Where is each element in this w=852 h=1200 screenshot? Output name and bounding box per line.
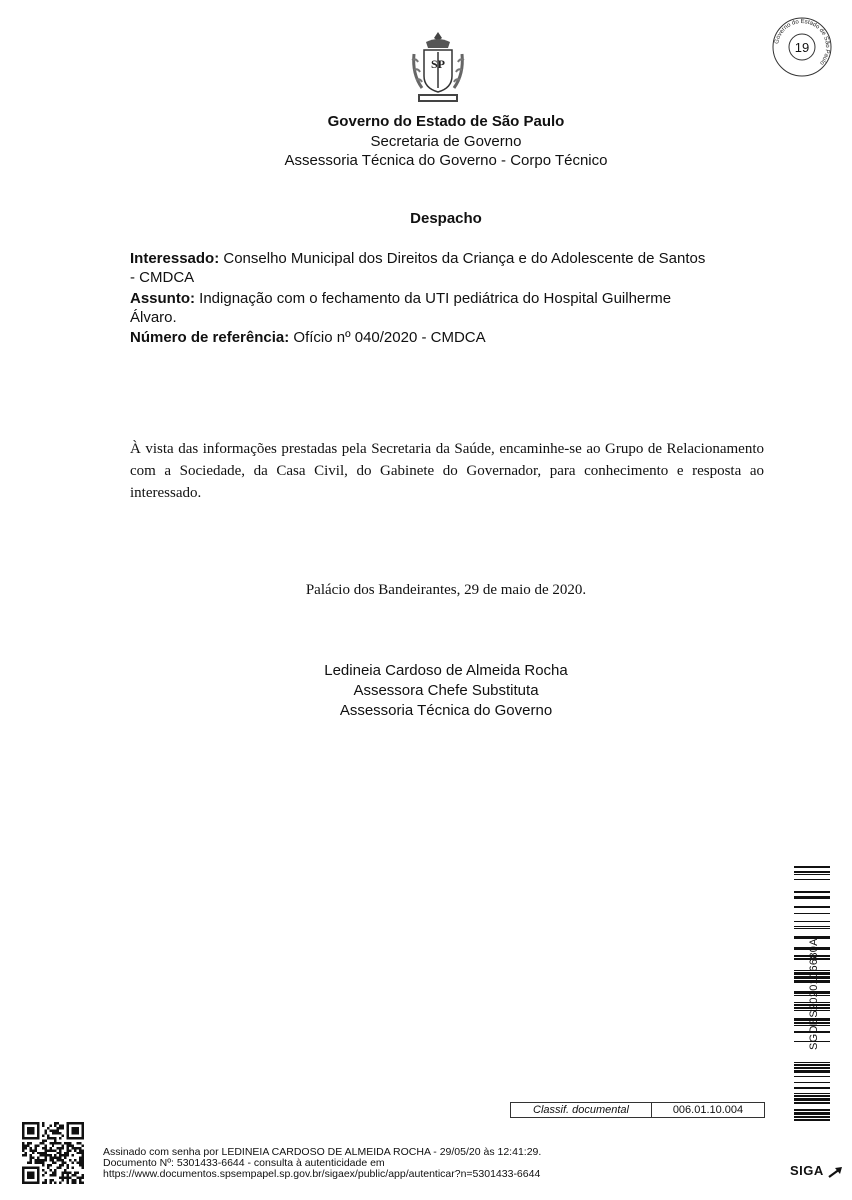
referencia-line <box>130 328 770 347</box>
coat-of-arms-logo <box>408 30 468 108</box>
siga-arrow-icon <box>828 1166 844 1178</box>
classification-label: Classif. documental <box>511 1103 652 1118</box>
assunto-line2: Álvaro. <box>130 309 177 326</box>
signatory-role: Assessora Chefe Substituta <box>353 682 539 699</box>
signatory-name: Ledineia Cardoso de Almeida Rocha <box>324 662 568 679</box>
svg-text:SP: SP <box>430 57 446 71</box>
footer-signed-by: Assinado com senha por LEDINEIA CARDOSO DE ALMEIDA ROCHA - 29/05/20 às 12:41:29. <box>103 1146 542 1158</box>
assunto-label: Assunto: <box>130 290 195 307</box>
footer-verification-url[interactable]: https://www.documentos.spsempapel.sp.gov.br/sigaex/public/app/autenticar?n=5301433-6644 <box>103 1168 541 1180</box>
assunto-value: Indignação com o fechamento da UTI pediátrica do Hospital Guilherme <box>195 290 672 307</box>
referencia-value: Ofício nº 040/2020 - CMDCA <box>289 329 486 346</box>
interessado-label: Interessado: <box>130 250 220 267</box>
classification-table <box>510 1102 765 1118</box>
interessado-value: Conselho Municipal dos Direitos da Criança e do Adolescente de Santos <box>219 250 706 267</box>
assunto-line <box>130 289 770 308</box>
document-title: Despacho <box>410 210 482 227</box>
barcode-text: SGDES2020106680A <box>808 938 820 1050</box>
interessado-line2: - CMDCA <box>130 269 195 286</box>
header-government: Governo do Estado de São Paulo <box>327 113 565 130</box>
classification-value: 006.01.10.004 <box>652 1103 765 1118</box>
page-number-stamp <box>771 16 833 78</box>
siga-logo: SIGA <box>790 1163 824 1178</box>
header-secretariat: Secretaria de Governo <box>370 133 522 150</box>
place-date: Palácio dos Bandeirantes, 29 de maio de 2020. <box>305 582 587 598</box>
page-number: 19 <box>794 40 810 55</box>
signatory-unit: Assessoria Técnica do Governo <box>339 702 553 719</box>
footer-document-number: Documento Nº: 5301433-6644 - consulta à autenticidade em <box>103 1157 385 1169</box>
referencia-label: Número de referência: <box>130 329 290 346</box>
qr-code-icon <box>22 1122 84 1184</box>
header-department: Assessoria Técnica do Governo - Corpo Técnico <box>284 152 608 169</box>
despacho-body: À vista das informações prestadas pela Secretaria da Saúde, encaminhe-se ao Grupo de Relacionamento com a Sociedade, da Casa Civil, do Gabinete do Governador, para conhecimento e resposta ao interessado. <box>130 441 764 501</box>
interessado-line <box>130 249 770 268</box>
stamp-text: Governo do Estado de São Paulo <box>774 18 831 66</box>
